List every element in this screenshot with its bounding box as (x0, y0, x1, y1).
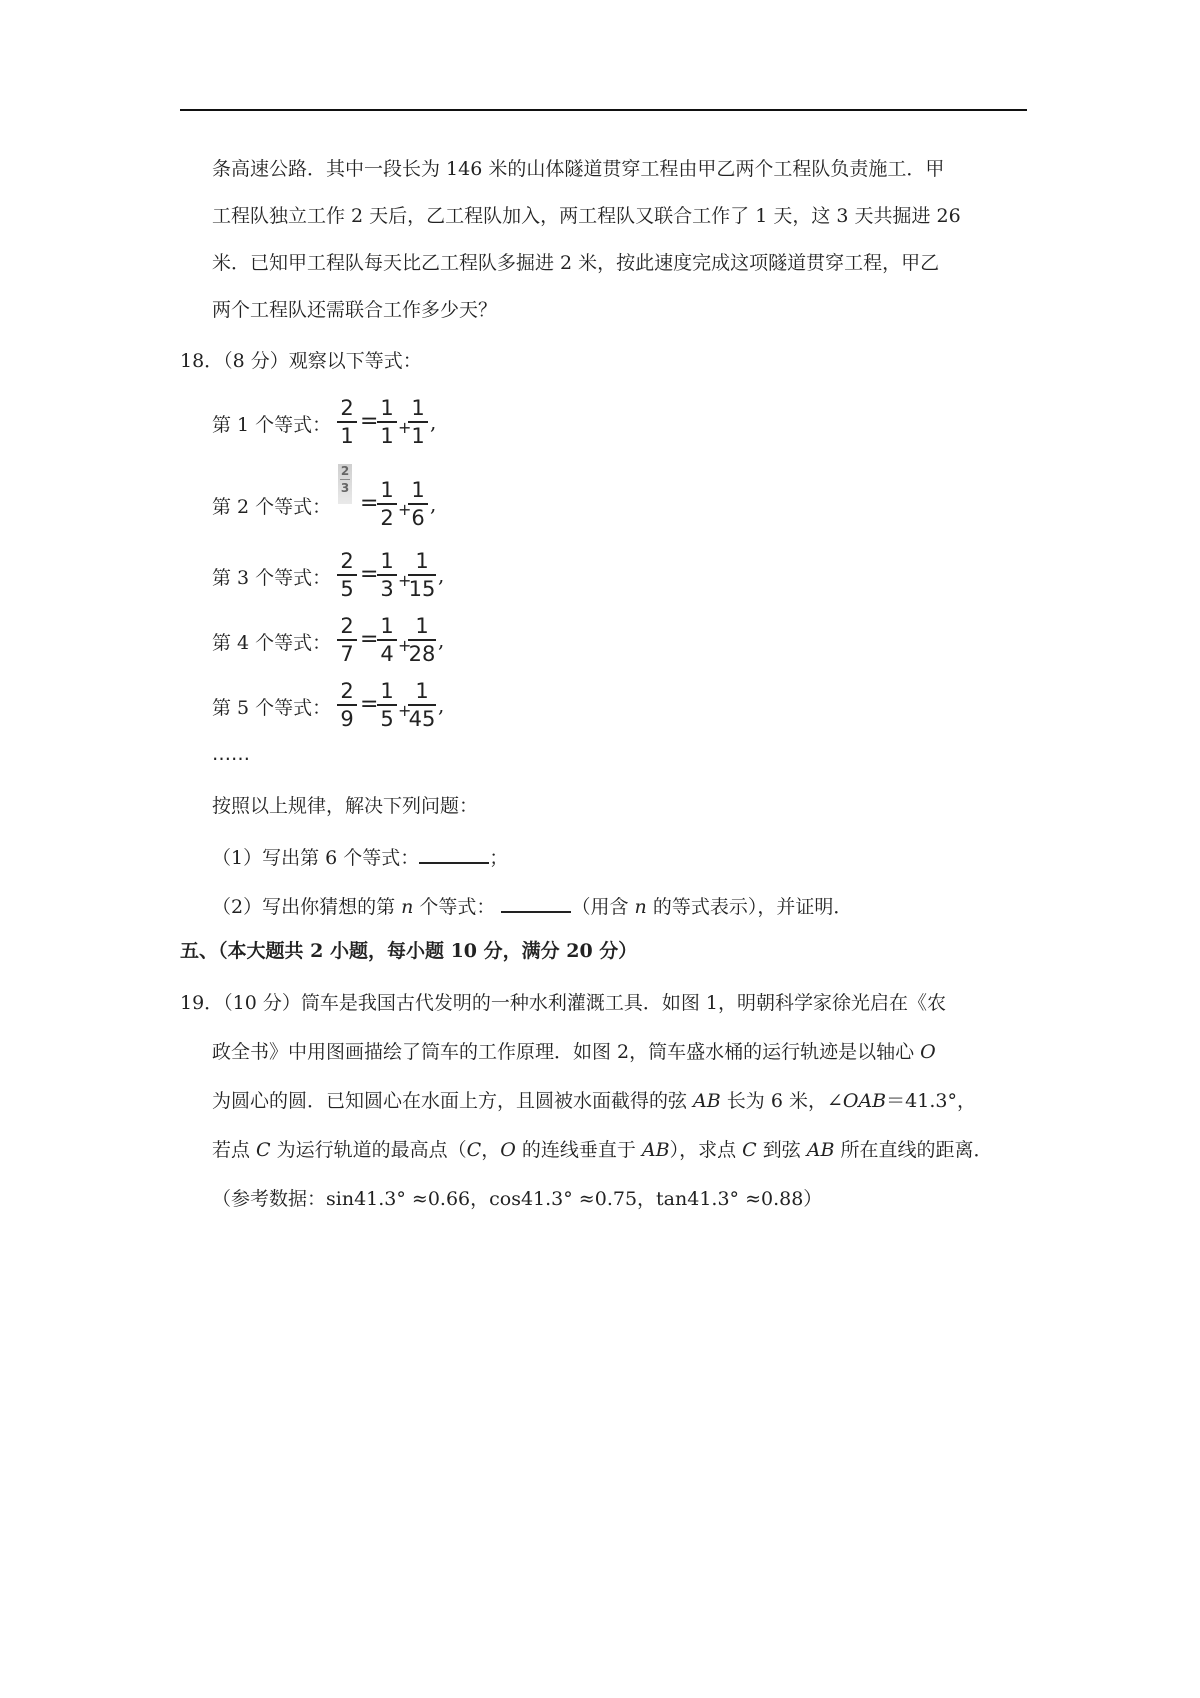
var-AB: AB (693, 1090, 721, 1112)
rhs-fraction-1-numerator: 1 (380, 614, 394, 638)
plus-sign: + (398, 418, 412, 437)
equals-sign: = (360, 692, 379, 717)
rhs-fraction-2-bar (408, 574, 436, 576)
rhs-fraction-2-numerator: 1 (415, 679, 429, 703)
q18-sub2-suffix: 的等式表示），并证明． (646, 896, 853, 918)
q18-sub1-prefix: （1）写出第 6 个等式： (212, 847, 420, 869)
plus-sign: + (398, 500, 412, 519)
lhs-fraction-bar (337, 421, 357, 423)
ellipsis: …… (212, 743, 250, 765)
q18-sub2-prefix: （2）写出你猜想的第 (212, 896, 402, 918)
q18-sub2 (212, 895, 852, 917)
q19-line-4 (212, 1141, 992, 1160)
q19-line-4-f: 到弦 (756, 1139, 807, 1161)
lhs-fraction (336, 396, 358, 448)
rhs-fraction-2-denominator: 28 (408, 642, 436, 666)
rhs-fraction-2-denominator: 1 (411, 424, 425, 448)
var-C: C (466, 1139, 482, 1161)
equals-sign: = (360, 491, 379, 516)
rhs-fraction-1 (376, 549, 398, 601)
lhs-denominator: 3 (340, 481, 350, 495)
q18-instruction: 按照以上规律，解决下列问题： (212, 795, 479, 817)
q19-line-2-text: 政全书》中用图画描绘了筒车的工作原理．如图 2，筒车盛水桶的运行轨迹是以轴心 (212, 1041, 921, 1063)
rhs-fraction-1 (376, 679, 398, 731)
rhs-fraction-1-numerator: 1 (380, 396, 394, 420)
var-AB: AB (806, 1139, 835, 1161)
comma: , (438, 693, 445, 717)
q19-line-4-g: 所在直线的距离． (834, 1139, 993, 1161)
var-OAB: OAB (842, 1090, 887, 1112)
q19-line-3 (212, 1092, 976, 1111)
answer-blank-1[interactable] (419, 846, 489, 864)
rhs-fraction-1-bar (377, 574, 397, 576)
header-rule (180, 109, 1027, 111)
comma: , (438, 563, 445, 587)
equation-2 (212, 464, 472, 534)
rhs-fraction-1 (376, 396, 398, 448)
q19-line-3-angle: ＝41.3°， (886, 1090, 976, 1112)
rhs-fraction-2-bar (408, 704, 436, 706)
rhs-fraction-1-denominator: 5 (380, 707, 394, 731)
q17-line-3: 米．已知甲工程队每天比乙工程队多掘进 2 米，按此速度完成这项隧道贯穿工程，甲乙 (212, 252, 940, 274)
lhs-fraction-numerator: 2 (340, 679, 354, 703)
q18-sub2-paren: （用含 (571, 896, 635, 918)
equation-label: 第 1 个等式： (212, 414, 332, 436)
equation-5 (212, 679, 472, 735)
rhs-fraction-2-numerator: 1 (411, 396, 425, 420)
lhs-bar (340, 479, 350, 480)
equation-1 (212, 396, 472, 452)
answer-blank-2[interactable] (501, 895, 571, 913)
var-O: O (500, 1139, 516, 1161)
equals-sign: = (360, 409, 379, 434)
lhs-numerator: 2 (340, 464, 350, 478)
rhs-fraction-2-numerator: 1 (415, 549, 429, 573)
q18-sub1-suffix: ； (489, 847, 509, 869)
comma: , (438, 628, 445, 652)
q17-line-4: 两个工程队还需联合工作多少天？ (212, 299, 498, 321)
var-C: C (256, 1139, 271, 1161)
lhs-fraction-numerator: 2 (340, 549, 354, 573)
q19-line-3-text: 为圆心的圆．已知圆心在水面上方，且圆被水面截得的弦 (212, 1090, 694, 1112)
lhs-fraction (336, 679, 358, 731)
rhs-fraction-1-bar (377, 639, 397, 641)
rhs-fraction-1-bar (377, 421, 397, 423)
q18-sub1 (212, 846, 508, 868)
lhs-fraction-bar (337, 639, 357, 641)
equation-label: 第 5 个等式： (212, 697, 332, 719)
comma: , (430, 492, 437, 516)
rhs-fraction-1-numerator: 1 (380, 478, 394, 502)
rhs-fraction-2-denominator: 45 (408, 707, 436, 731)
equals-sign: = (360, 562, 379, 587)
q19-line-4-b: 为运行轨道的最高点（ (270, 1139, 467, 1161)
rhs-fraction-2 (407, 478, 429, 530)
lhs-fraction-denominator: 1 (340, 424, 354, 448)
lhs-fraction-numerator: 2 (340, 614, 354, 638)
q19-line-4-e: ），求点 (669, 1139, 743, 1161)
rhs-fraction-2 (407, 614, 437, 666)
rhs-fraction-1-numerator: 1 (380, 679, 394, 703)
q19-line-2 (212, 1043, 936, 1062)
q19-line-4-d: 的连线垂直于 (515, 1139, 642, 1161)
var-n: n (401, 896, 414, 918)
rhs-fraction-2-bar (408, 639, 436, 641)
rhs-fraction-2-bar (408, 503, 428, 505)
lhs-fraction-numerator: 2 (340, 396, 354, 420)
equation-label: 第 3 个等式： (212, 567, 332, 589)
plus-sign: + (398, 636, 412, 655)
lhs-fraction-denominator: 5 (340, 577, 354, 601)
equation-label: 第 4 个等式： (212, 632, 332, 654)
rhs-fraction-2-numerator: 1 (411, 478, 425, 502)
plus-sign: + (398, 701, 412, 720)
lhs-fraction-bar (337, 704, 357, 706)
q18-sub2-mid: 个等式： (413, 896, 496, 918)
section-5-heading: 五、（本大题共 2 小题，每小题 10 分，满分 20 分） (180, 940, 638, 962)
rhs-fraction-1 (376, 614, 398, 666)
plus-sign: + (398, 571, 412, 590)
equation-4 (212, 614, 472, 670)
rhs-fraction-1-denominator: 3 (380, 577, 394, 601)
rhs-fraction-1-bar (377, 704, 397, 706)
rhs-fraction-2 (407, 396, 429, 448)
rhs-fraction-2-denominator: 15 (408, 577, 436, 601)
q19-line-4-a: 若点 (212, 1139, 257, 1161)
rhs-fraction-1-numerator: 1 (380, 549, 394, 573)
var-n: n (634, 896, 647, 918)
rhs-fraction-2-numerator: 1 (415, 614, 429, 638)
rhs-fraction-1-denominator: 1 (380, 424, 394, 448)
q18-title: 18．（8 分）观察以下等式： (180, 350, 422, 372)
rhs-fraction-2-bar (408, 421, 428, 423)
q19-line-4-c: ， (481, 1139, 501, 1161)
equation-label: 第 2 个等式： (212, 496, 332, 518)
rhs-fraction-1-bar (377, 503, 397, 505)
lhs-fraction (336, 549, 358, 601)
rhs-fraction-1 (376, 478, 398, 530)
lhs-fraction-denominator: 9 (340, 707, 354, 731)
q19-line-1: 19．（10 分）筒车是我国古代发明的一种水利灌溉工具．如图 1，明朝科学家徐光启在《农 (180, 992, 947, 1014)
rhs-fraction-1-denominator: 4 (380, 642, 394, 666)
q17-line-2: 工程队独立工作 2 天后，乙工程队加入，两工程队又联合工作了 1 天，这 3 天共掘进 26 (212, 205, 961, 227)
q17-line-1: 条高速公路．其中一段长为 146 米的山体隧道贯穿工程由甲乙两个工程队负责施工．甲 (212, 158, 945, 180)
equation-3 (212, 549, 472, 605)
q19-reference-data: （参考数据：sin41.3° ≈0.66，cos41.3° ≈0.75，tan41.3° ≈0.88） (212, 1188, 823, 1210)
var-O: O (920, 1041, 936, 1063)
lhs-fraction (336, 614, 358, 666)
equals-sign: = (360, 627, 379, 652)
var-C: C (742, 1139, 757, 1161)
lhs-fraction-bar (337, 574, 357, 576)
rhs-fraction-2-denominator: 6 (411, 506, 425, 530)
rhs-fraction-2 (407, 549, 437, 601)
comma: , (430, 410, 437, 434)
rhs-fraction-1-denominator: 2 (380, 506, 394, 530)
lhs-fraction-denominator: 7 (340, 642, 354, 666)
q19-line-3-mid: 长为 6 米，∠ (720, 1090, 843, 1112)
var-AB: AB (641, 1139, 670, 1161)
lhs-fraction-image (338, 464, 352, 504)
rhs-fraction-2 (407, 679, 437, 731)
